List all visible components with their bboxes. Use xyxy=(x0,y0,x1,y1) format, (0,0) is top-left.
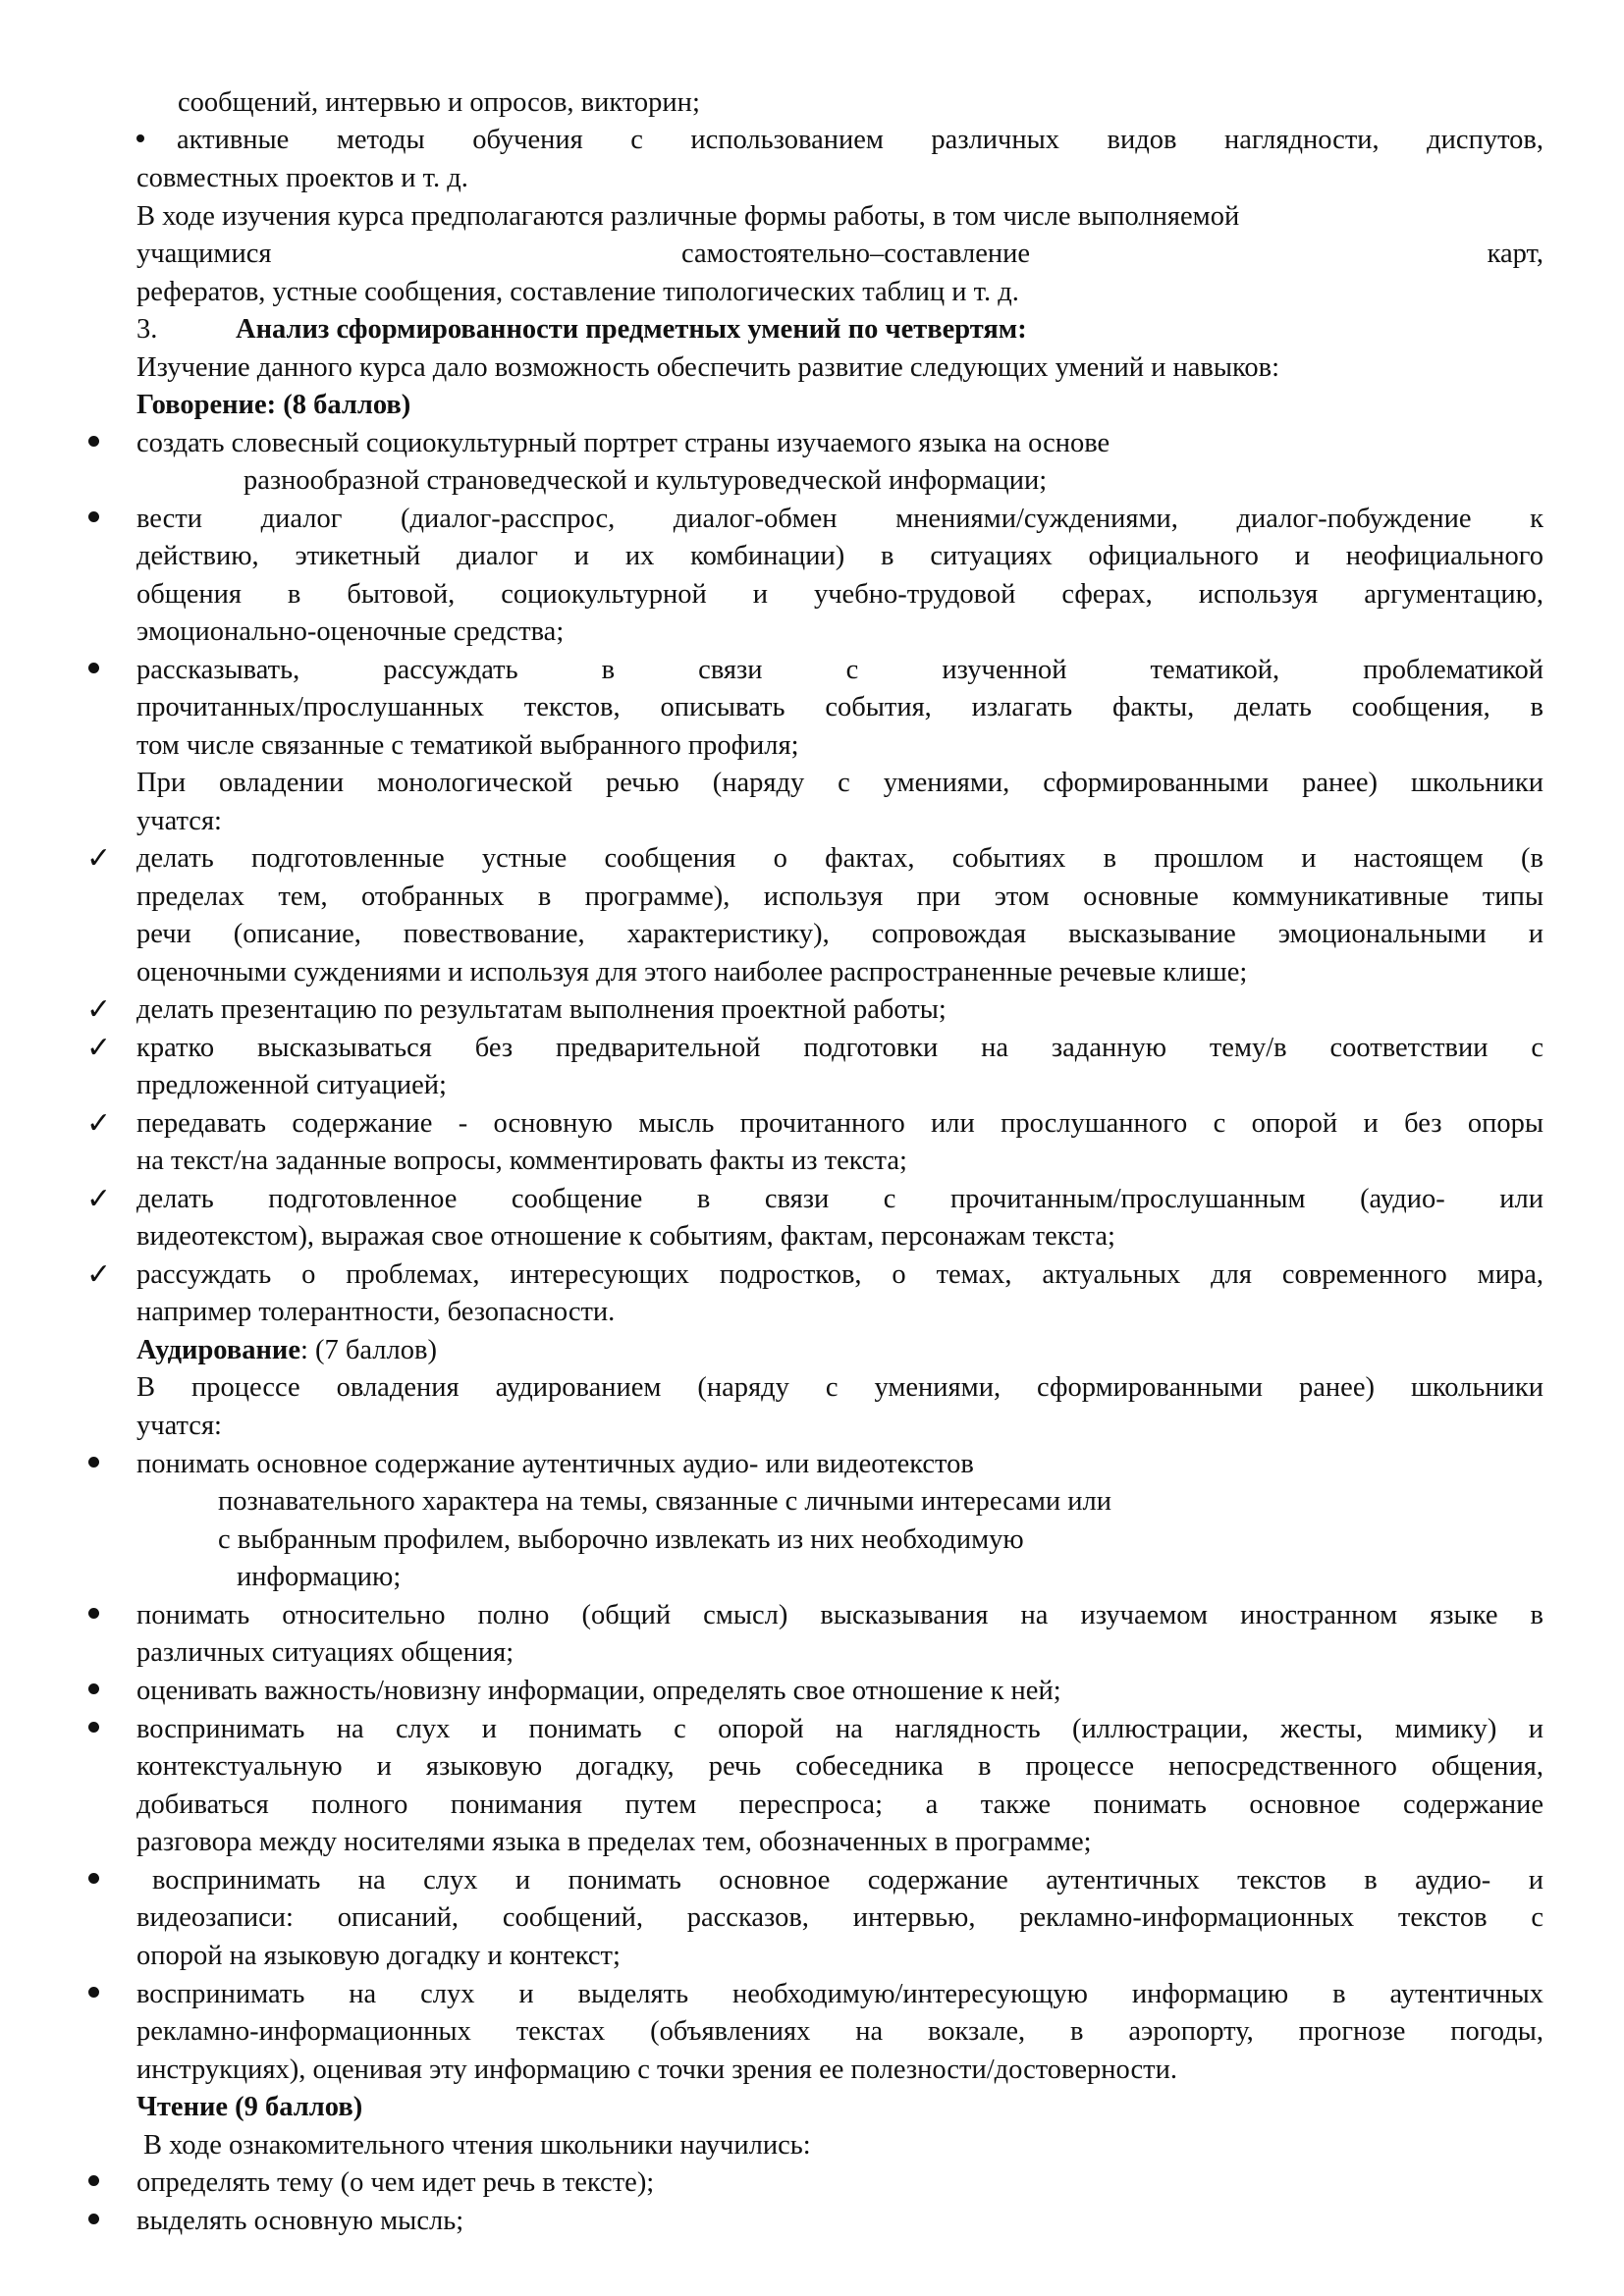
subsection-heading: Чтение (9 баллов) xyxy=(136,2092,363,2122)
word: карт, xyxy=(1487,239,1543,269)
text-line: учатся: xyxy=(136,806,222,836)
word: учащимися xyxy=(136,239,272,269)
text-line: добиваться полного понимания путем переспроса; а также понимать основное содержание xyxy=(136,1789,1543,1820)
text-line: разговора между носителями языка в пределах тем, обозначенных в программе; xyxy=(136,1827,1092,1857)
list-item: понимать основное содержание аутентичных аудио- или видеотекстов xyxy=(136,1449,974,1479)
text-line: предложенной ситуацией; xyxy=(136,1070,447,1100)
check-icon: ✓ xyxy=(86,1031,112,1065)
text-line: том числе связанные с тематикой выбранного профиля; xyxy=(136,730,799,761)
text-line: оценочными суждениями и используя для этого наиболее распространенные речевые клише; xyxy=(136,957,1248,988)
text-line: видеотекстом), выражая свое отношение к событиям, фактам, персонажам текста; xyxy=(136,1221,1115,1252)
word: самостоятельно–составление xyxy=(681,239,1031,269)
text-line: В ходе изучения курса предполагаются различные формы работы, в том числе выполняемой xyxy=(136,201,1240,232)
check-icon: ✓ xyxy=(86,1182,112,1216)
text-line: действию, этикетный диалог и их комбинации) в ситуациях официального и неофициального xyxy=(136,541,1543,571)
list-item: создать словесный социокультурный портрет страны изучаемого языка на основе xyxy=(136,428,1110,458)
bullet-icon xyxy=(88,1683,99,1694)
bullet-icon xyxy=(88,663,99,673)
text-line: учатся: xyxy=(136,1411,222,1441)
text-line: разнообразной страноведческой и культуроведческой информации; xyxy=(244,465,1048,496)
text-line: сообщений, интервью и опросов, викторин; xyxy=(178,87,700,118)
list-item: делать презентацию по результатам выполнения проектной работы; xyxy=(136,994,947,1025)
bullet-icon xyxy=(88,1987,99,1998)
text-line: прочитанных/прослушанных текстов, описывать события, излагать факты, делать сообщения, в xyxy=(136,692,1543,722)
section-heading: Анализ сформированности предметных умений по четвертям: xyxy=(236,314,1027,345)
list-item: рассуждать о проблемах, интересующих подростков, о темах, актуальных для современного мира, xyxy=(136,1259,1543,1290)
list-item: делать подготовленное сообщение в связи с прочитанным/прослушанным (аудио- или xyxy=(136,1184,1543,1214)
list-item: выделять основную мысль; xyxy=(136,2206,464,2236)
check-icon: ✓ xyxy=(86,1257,112,1292)
text-line: различных ситуациях общения; xyxy=(136,1637,514,1668)
text-line: на текст/на заданные вопросы, комментировать факты из текста; xyxy=(136,1146,907,1176)
list-item: воспринимать на слух и понимать основное содержание аутентичных текстов в аудио- и xyxy=(152,1865,1543,1896)
check-icon: ✓ xyxy=(86,841,112,876)
bullet-icon xyxy=(88,1457,99,1468)
heading-bold: Аудирование xyxy=(136,1335,300,1365)
text-line: В процессе овладения аудированием (наряду с умениями, сформированными ранее) школьники xyxy=(136,1372,1543,1403)
check-icon: ✓ xyxy=(86,1106,112,1141)
text-line: опорой на языковую догадку и контекст; xyxy=(136,1941,621,1971)
heading-rest: : (7 баллов) xyxy=(299,1335,437,1365)
text-line: инструкциях), оценивая эту информацию с точки зрения ее полезности/достоверности. xyxy=(136,2055,1177,2085)
bullet-icon xyxy=(88,511,99,522)
text-line: с выбранным профилем, выборочно извлекать из них необходимую xyxy=(218,1524,1024,1555)
bullet-icon xyxy=(88,2214,99,2224)
list-item: воспринимать на слух и понимать с опорой на наглядность (иллюстрации, жесты, мимику) и xyxy=(136,1714,1543,1744)
text-line: познавательного характера на темы, связанные с личными интересами или xyxy=(218,1486,1111,1517)
text-line: информацию; xyxy=(237,1562,402,1592)
bullet-icon xyxy=(136,134,144,142)
bullet-icon xyxy=(88,2175,99,2186)
text-line: В ходе ознакомительного чтения школьники научились: xyxy=(143,2130,811,2161)
text-line: речи (описание, повествование, характеристику), сопровождая высказывание эмоциональными и xyxy=(136,919,1543,949)
list-item: оценивать важность/новизну информации, определять свое отношение к ней; xyxy=(136,1676,1061,1706)
subsection-heading xyxy=(136,1332,437,1370)
list-item: воспринимать на слух и выделять необходимую/интересующую информацию в аутентичных xyxy=(136,1979,1543,2009)
bullet-icon xyxy=(88,1608,99,1619)
text-line: эмоционально-оценочные средства; xyxy=(136,616,565,647)
list-item: кратко высказываться без предварительной подготовки на заданную тему/в соответствии с xyxy=(136,1033,1543,1063)
text-line: При овладении монологической речью (наряду с умениями, сформированными ранее) школьники xyxy=(136,768,1543,798)
check-icon: ✓ xyxy=(86,992,112,1027)
subsection-heading: Говорение: (8 баллов) xyxy=(136,390,411,420)
text-line: пределах тем, отобранных в программе), используя при этом основные коммуникативные типы xyxy=(136,881,1543,912)
text-line: совместных проектов и т. д. xyxy=(136,163,468,193)
text-line: Изучение данного курса дало возможность обеспечить развитие следующих умений и навыков: xyxy=(136,352,1279,383)
bullet-icon xyxy=(88,1873,99,1884)
list-item: вести диалог (диалог-расспрос, диалог-обмен мнениями/суждениями, диалог-побуждение к xyxy=(136,504,1543,534)
text-line: контекстуальную и языковую догадку, речь собеседника в процессе непосредственного общения, xyxy=(136,1751,1543,1782)
list-item: определять тему (о чем идет речь в тексте); xyxy=(136,2167,655,2198)
text-line: видеозаписи: описаний, сообщений, рассказов, интервью, рекламно-информационных текстов с xyxy=(136,1902,1543,1933)
bullet-icon xyxy=(88,436,99,447)
text-line: например толерантности, безопасности. xyxy=(136,1297,616,1327)
text-line: общения в бытовой, социокультурной и учебно-трудовой сферах, используя аргументацию, xyxy=(136,579,1543,610)
text-line: рефератов, устные сообщения, составление типологических таблиц и т. д. xyxy=(136,277,1019,307)
list-item: активные методы обучения с использованием различных видов наглядности, диспутов, xyxy=(177,125,1543,155)
list-item: передавать содержание - основную мысль прочитанного или прослушанного с опорой и без опоры xyxy=(136,1108,1543,1139)
section-number: 3. xyxy=(136,314,158,345)
list-item: делать подготовленные устные сообщения о фактах, событиях в прошлом и настоящем (в xyxy=(136,843,1543,874)
list-item: рассказывать, рассуждать в связи с изученной тематикой, проблематикой xyxy=(136,655,1543,685)
bullet-icon xyxy=(88,1722,99,1733)
list-item: понимать относительно полно (общий смысл) высказывания на изучаемом иностранном языке в xyxy=(136,1600,1543,1630)
text-line: рекламно-информационных текстах (объявлениях на вокзале, в аэропорту, прогнозе погоды, xyxy=(136,2016,1543,2047)
